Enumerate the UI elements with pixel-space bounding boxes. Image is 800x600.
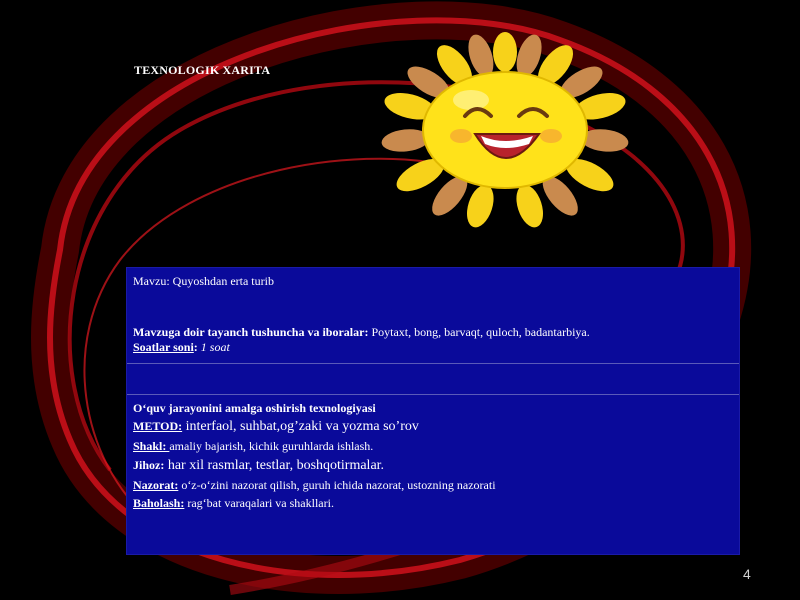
row-divider: [127, 394, 739, 395]
lesson-plan-table: [126, 267, 740, 555]
method-row: [133, 419, 419, 434]
hours-value: 1 soat: [200, 340, 230, 354]
slide-title: TEXNOLOGIK XARITA: [134, 63, 271, 77]
key-concepts-row: [133, 325, 590, 340]
topic-text: Mavzu: Quyoshdan erta turib: [133, 274, 274, 288]
method-label: METOD:: [133, 419, 183, 433]
smiling-sun-image: [320, 30, 690, 230]
form-row: [133, 439, 373, 454]
hours-separator: :: [193, 340, 201, 354]
key-concepts-label: Mavzuga doir tayanch tushuncha va iboralar:: [133, 325, 369, 339]
form-label: Shakl:: [133, 439, 170, 453]
key-concepts-value: Poytaxt, bong, barvaqt, quloch, badantarbiya.: [368, 325, 590, 339]
control-row: [133, 478, 496, 493]
control-label: Nazorat:: [133, 478, 179, 492]
row-divider: [127, 363, 739, 364]
process-heading: O‘quv jarayonini amalga oshirish texnologiyasi: [133, 401, 376, 415]
assessment-value: rag‘bat varaqalari va shakllari.: [184, 496, 334, 510]
equipment-value: har xil rasmlar, testlar, boshqotirmalar.: [164, 458, 385, 473]
control-value: o‘z-o‘zini nazorat qilish, guruh ichida nazorat, ustozning nazorati: [178, 478, 496, 492]
hours-label: Soatlar soni: [133, 340, 194, 354]
method-value: interfaol, suhbat,og’zaki va yozma so’rov: [182, 419, 419, 434]
assessment-row: [133, 496, 334, 511]
form-value: amaliy bajarish, kichik guruhlarda ishlash.: [169, 439, 374, 453]
equipment-label: Jihoz:: [133, 458, 165, 472]
page-number: 4: [743, 566, 751, 582]
equipment-row: [133, 458, 384, 473]
assessment-label: Baholash:: [133, 496, 185, 510]
hours-row: [133, 340, 230, 355]
